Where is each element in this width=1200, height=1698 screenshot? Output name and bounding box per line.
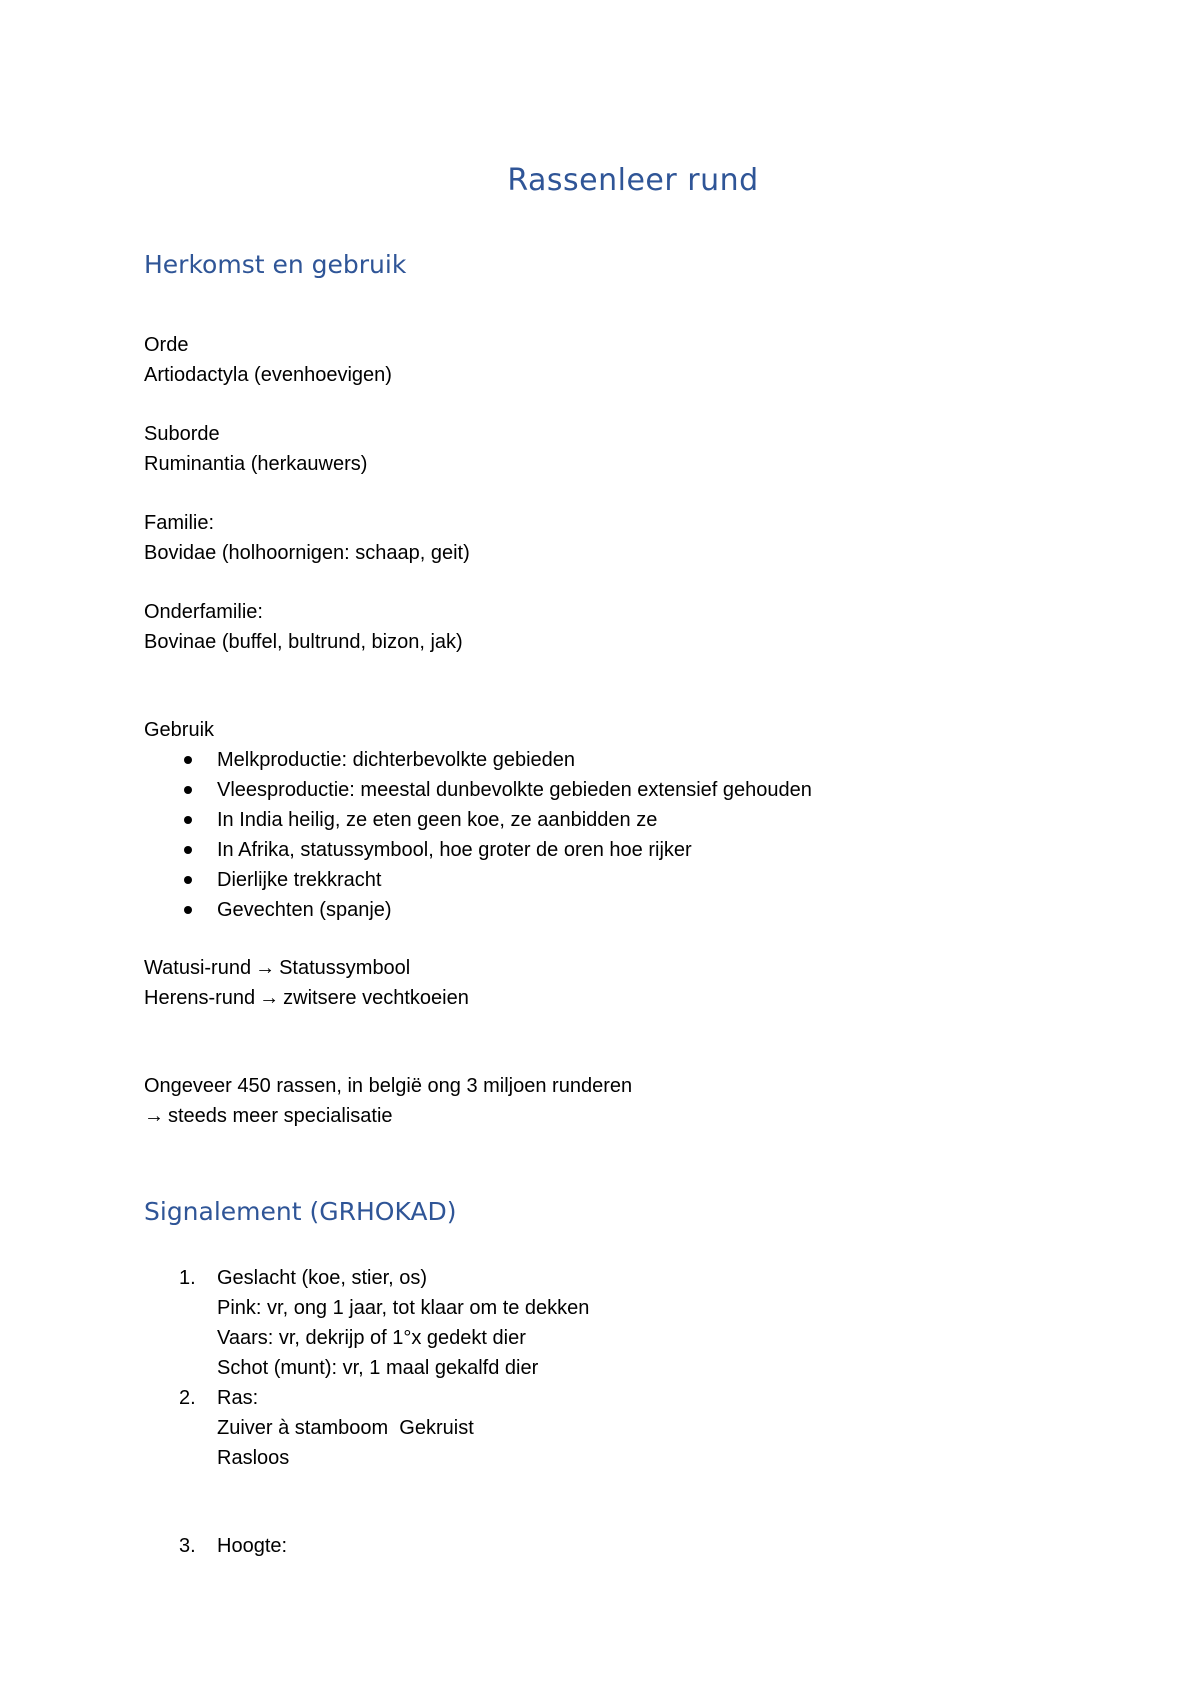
- list-item-text: Vleesproductie: meestal dunbevolkte gebieden extensief gehouden: [217, 779, 812, 801]
- list-item-line: Ras:: [217, 1387, 259, 1409]
- bullet-icon: [184, 876, 192, 884]
- list-item-line: Zuiver à stamboom Gekruist: [217, 1417, 474, 1439]
- arrow-right-icon: →: [144, 1105, 164, 1127]
- taxonomy-label: Orde: [144, 334, 189, 356]
- list-item: [144, 1263, 589, 1383]
- arrow-right-icon: →: [255, 957, 276, 979]
- arrow-right-icon: →: [259, 987, 280, 1009]
- section-heading-signalement: Signalement (GRHOKAD): [144, 1197, 457, 1226]
- taxonomy-label: Onderfamilie:: [144, 601, 263, 623]
- list-item: [144, 745, 812, 775]
- list-item-text: Gevechten (spanje): [217, 899, 392, 921]
- list-item-line: Geslacht (koe, stier, os): [217, 1267, 428, 1289]
- bullet-icon: [184, 906, 192, 914]
- taxonomy-familie: [144, 508, 470, 568]
- list-item-line: Vaars: vr, dekrijp of 1°x gedekt dier: [217, 1327, 526, 1349]
- taxonomy-label: Suborde: [144, 423, 220, 445]
- list-item-line: Schot (munt): vr, 1 maal gekalfd dier: [217, 1357, 539, 1379]
- list-item: [144, 1383, 589, 1473]
- bullet-icon: [184, 846, 192, 854]
- document-title: Rassenleer rund: [507, 163, 759, 198]
- list-item: [144, 805, 812, 835]
- gebruik-list: [144, 745, 812, 925]
- breed-note-herens: [144, 983, 469, 1013]
- list-number: 1.: [179, 1267, 196, 1289]
- signalement-list: [144, 1263, 589, 1473]
- list-item-line: Hoogte:: [217, 1535, 288, 1557]
- list-item-text: Dierlijke trekkracht: [217, 869, 382, 891]
- rassen-arrow-text: steeds meer specialisatie: [168, 1105, 393, 1127]
- taxonomy-value: Ruminantia (herkauwers): [144, 453, 368, 475]
- breed-name: Watusi-rund: [144, 957, 252, 979]
- breed-note-watusi: [144, 953, 469, 983]
- list-item-text: In Afrika, statussymbool, hoe groter de oren hoe rijker: [217, 839, 692, 861]
- breed-note-text: zwitsere vechtkoeien: [283, 987, 469, 1009]
- list-item-line: Rasloos: [217, 1447, 290, 1469]
- list-item: [144, 835, 812, 865]
- taxonomy-value: Bovidae (holhoornigen: schaap, geit): [144, 542, 470, 564]
- taxonomy-value: Artiodactyla (evenhoevigen): [144, 364, 392, 386]
- breed-note-text: Statussymbool: [279, 957, 411, 979]
- taxonomy-orde: [144, 330, 392, 390]
- list-item-text: In India heilig, ze eten geen koe, ze aanbidden ze: [217, 809, 658, 831]
- rassen-arrow-line: [144, 1101, 632, 1131]
- bullet-icon: [184, 756, 192, 764]
- list-item-text: Melkproductie: dichterbevolkte gebieden: [217, 749, 575, 771]
- list-item: [144, 1531, 287, 1561]
- taxonomy-onderfamilie: [144, 597, 463, 657]
- taxonomy-value: Bovinae (buffel, bultrund, bizon, jak): [144, 631, 463, 653]
- list-item: [144, 775, 812, 805]
- bullet-icon: [184, 786, 192, 794]
- taxonomy-suborde: [144, 419, 367, 479]
- list-number: 2.: [179, 1387, 196, 1409]
- list-item: [144, 895, 812, 925]
- bullet-icon: [184, 816, 192, 824]
- signalement-list-continued: [144, 1531, 287, 1561]
- section-heading-herkomst: Herkomst en gebruik: [144, 250, 407, 279]
- breed-notes: [144, 953, 469, 1013]
- list-number: 3.: [179, 1535, 196, 1557]
- gebruik-label: Gebruik: [144, 719, 215, 741]
- breed-name: Herens-rund: [144, 987, 256, 1009]
- list-item-line: Pink: vr, ong 1 jaar, tot klaar om te dekken: [217, 1297, 590, 1319]
- rassen-paragraph: [144, 1071, 632, 1131]
- rassen-line: Ongeveer 450 rassen, in belgië ong 3 miljoen runderen: [144, 1075, 633, 1097]
- list-item: [144, 865, 812, 895]
- taxonomy-label: Familie:: [144, 512, 215, 534]
